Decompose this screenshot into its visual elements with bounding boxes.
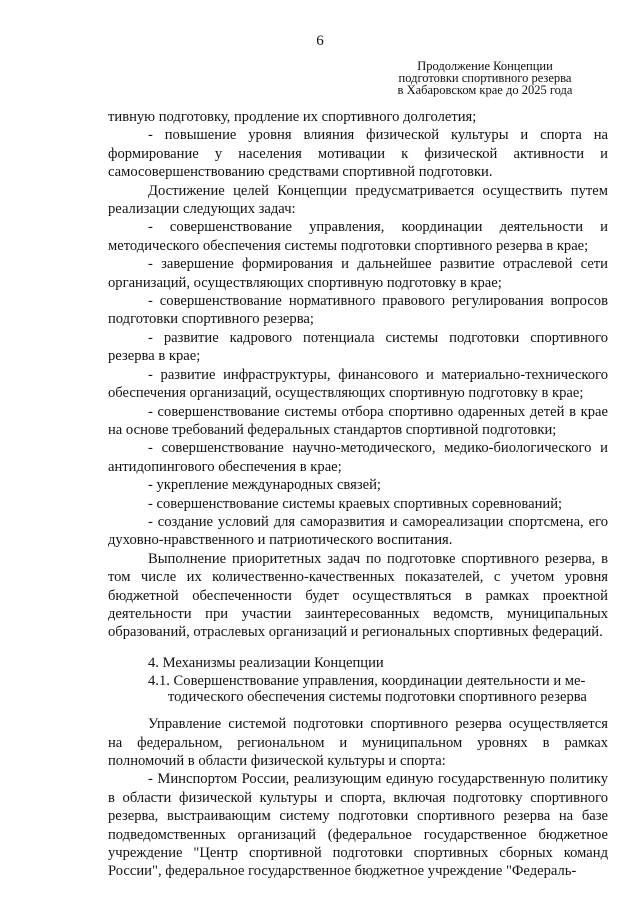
subsection-heading-line: 4.1. Совершенствование управления, координации деятельности и ме- xyxy=(148,673,586,690)
list-item: - создание условий для саморазвития и самореализации спортсмена, его духовно-нравственного и патриотического воспитания. xyxy=(108,513,608,549)
page-number: 6 xyxy=(316,33,324,49)
running-header xyxy=(370,60,600,96)
section-heading: 4. Механизмы реализации Концепции xyxy=(148,654,384,671)
paragraph: Достижение целей Концепции предусматривается осуществить путем реализации следующих задач: xyxy=(108,182,608,218)
list-item: - развитие кадрового потенциала системы подготовки спортивного резерва в крае; xyxy=(108,329,608,365)
paragraph: - повышение уровня влияния физической культуры и спорта на формирование у населения мотивации к физической активности и самосовершенствованию средствами спортивной подготовки. xyxy=(108,127,608,181)
paragraph: Выполнение приоритетных задач по подготовке спортивного резерва, в том числе их количественно-качественных показателей, с учетом уровня бюджетной обеспеченности будет осуществляться в рамках проектной деятельности при участии заинтересованных ведомств, муниципальных образований, отраслевых организаций и региональных спортивных федераций. xyxy=(108,550,608,641)
header-line: подготовки спортивного резерва xyxy=(398,71,572,85)
list-item: - завершение формирования и дальнейшее развитие отраслевой сети организаций, осуществляющих спортивную подготовку в крае; xyxy=(108,256,608,291)
document-body xyxy=(108,108,608,881)
list-item: - Минспортом России, реализующим единую государственную политику в области физической культуры и спорта, включая подготовку спортивного резерва, выстраивающим систему подготовки спортивного резерва на базе подведомственных организаций (федеральное государственное бюджетное учреждение "Центр спортивной подготовки спортивных сборных команд России", федеральное государственное бюджетное учреждение "Федераль- xyxy=(108,771,608,880)
list-item: - совершенствование научно-методического, медико-биологического и антидопингового обеспечения в крае; xyxy=(108,440,608,475)
list-item: - совершенствование управления, координации деятельности и методического обеспечения системы подготовки спортивного резерва в крае; xyxy=(108,219,608,254)
list-item: - совершенствование нормативного правового регулирования вопросов подготовки спортивного резерва; xyxy=(108,293,608,328)
paragraph: тивную подготовку, продление их спортивного долголетия; xyxy=(108,109,477,125)
list-item: - совершенствование системы отбора спортивно одаренных детей в крае на основе требований федеральных стандартов спортивной подготовки; xyxy=(108,403,608,438)
paragraph: Управление системой подготовки спортивного резерва осуществляется на федеральном, региональном и муниципальном уровнях в рамках полномочий в области физической культуры и спорта: xyxy=(108,716,608,769)
header-line: Продолжение Концепции xyxy=(417,59,553,73)
subsection-heading-line: тодического обеспечения системы подготовки спортивного резерва xyxy=(168,688,587,705)
list-item: - укрепление международных связей; xyxy=(148,477,381,494)
list-item: - совершенствование системы краевых спортивных соревнований; xyxy=(148,495,563,512)
list-item: - развитие инфраструктуры, финансового и материально-технического обеспечения организаций, осуществляющих спортивную подготовку в крае; xyxy=(108,366,608,402)
subsection-heading xyxy=(148,674,608,705)
header-line: в Хабаровском крае до 2025 года xyxy=(397,83,573,97)
